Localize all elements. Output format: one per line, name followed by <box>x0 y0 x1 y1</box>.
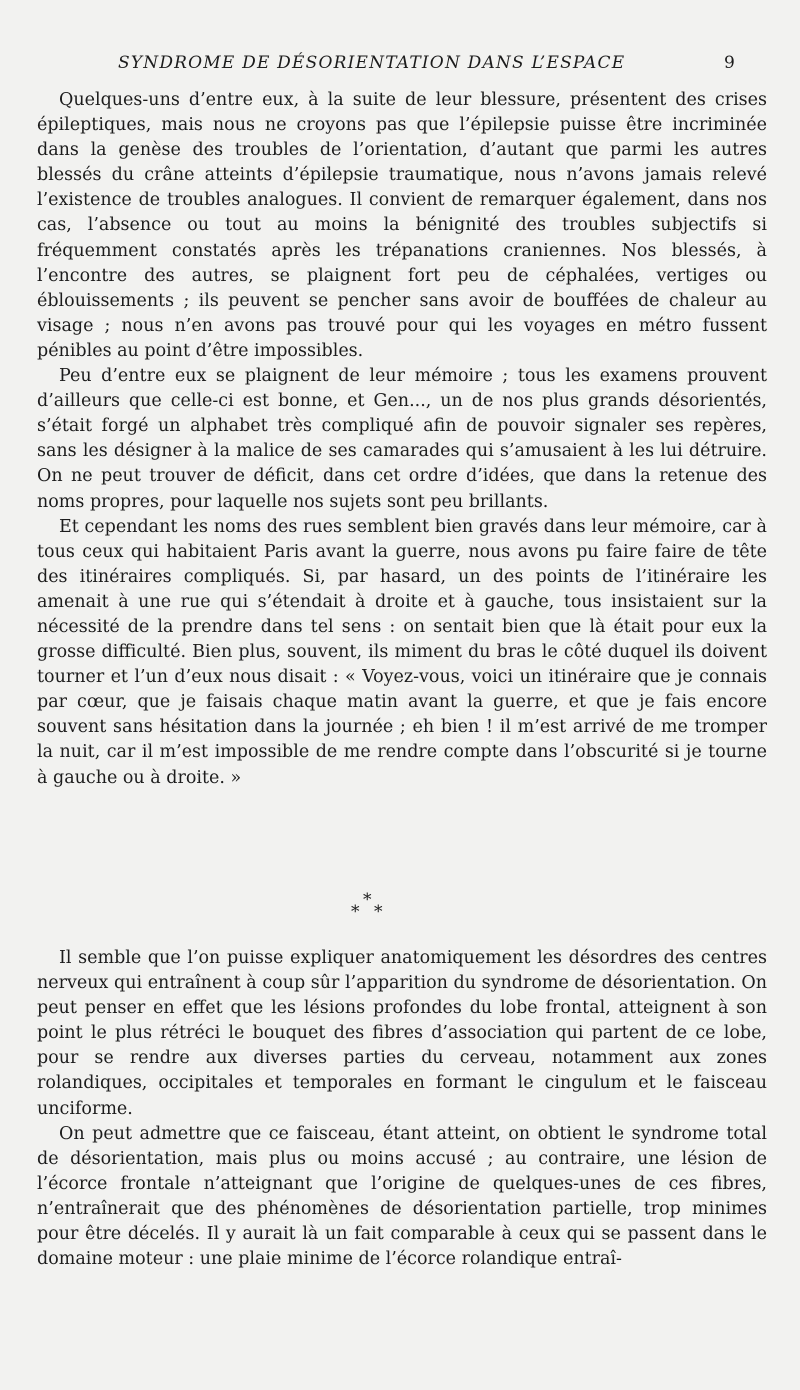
asterisk-icon: * <box>351 902 360 922</box>
section-separator-asterism <box>340 892 400 922</box>
paragraph: On peut admettre que ce faisceau, étant atteint, on obtient le syndrome total de désorientation, mais plus ou moins accusé ; au contraire, une lésion de l’écorce frontale n’atteignant que l’origine de quelques-unes de ces fibres, n’entraînerait que des phénomènes de désorientation partielle, trop minimes pour être décelés. Il y aurait là un fait comparable à ceux qui se passent dans le domaine moteur : une plaie minime de l’écorce rolandique entraî- <box>37 1123 767 1270</box>
paragraph: Et cependant les noms des rues semblent bien gravés dans leur mémoire, car à tous ceux qui habitaient Paris avant la guerre, nous avons pu faire faire de tête des itinéraires compliqués. Si, par hasard, un des points de l’itinéraire les amenait à une rue qui s’étendait à droite et à gauche, tous insistaient sur la nécessité de la prendre dans tel sens : on sentait bien que là était pour eux la grosse difficulté. Bien plus, souvent, ils miment du bras le côté duquel ils doivent tourner et l’un d’eux nous disait : « Voyez-vous, voici un itinéraire que je connais par cœur, que je faisais chaque matin avant la guerre, et que je fais encore souvent sans hésitation dans la journée ; eh bien ! il m’est arrivé de me tromper la nuit, car il m’est impossible de me rendre compte dans l’obscurité si je tourne à gauche ou à droite. » <box>37 516 767 788</box>
paragraph: Peu d’entre eux se plaignent de leur mémoire ; tous les examens prouvent d’ailleurs que celle-ci est bonne, et Gen..., un de nos plus grands désorientés, s’était forgé un alphabet très compliqué afin de pouvoir signaler ses repères, sans les désigner à la malice de ses camarades qui s’amusaient à les lui détruire. On ne peut trouver de déficit, dans cet ordre d’idées, que dans la retenue des noms propres, pour laquelle nos sujets sont peu brillants. <box>37 366 767 512</box>
page-number: 9 <box>724 53 735 73</box>
text-section-2 <box>37 946 767 1272</box>
asterisk-icon: * <box>363 890 372 910</box>
paragraph: Il semble que l’on puisse expliquer anatomiquement les désordres des centres nerveux qui entraînent à coup sûr l’apparition du syndrome de désorientation. On peut penser en effet que les lésions profondes du lobe frontal, atteignent à son point le plus rétréci le bouquet des fibres d’association qui partent de ce lobe, pour se rendre aux diverses parties du cerveau, notamment aux zones rolandiques, occipitales et temporales en formant le cingulum et le faisceau unciforme. <box>37 948 767 1119</box>
asterisk-icon: * <box>374 902 383 922</box>
text-section-1 <box>37 88 767 791</box>
running-title: SYNDROME DE DÉSORIENTATION DANS L’ESPACE <box>118 53 626 73</box>
paragraph: Quelques-uns d’entre eux, à la suite de leur blessure, présentent des crises épileptiques, mais nous ne croyons pas que l’épilepsie puisse être incriminée dans la genèse des troubles de l’orientation, d’autant que parmi les autres blessés du crâne atteints d’épilepsie traumatique, nous n’avons jamais relevé l’existence de troubles analogues. Il convient de remarquer également, dans nos cas, l’absence ou tout au moins la bénignité des troubles subjectifs si fréquemment constatés après les trépanations craniennes. Nos blessés, à l’encontre des autres, se plaignent fort peu de céphalées, vertiges ou éblouissements ; ils peuvent se pencher sans avoir de bouffées de chaleur au visage ; nous n’en avons pas trouvé pour qui les voyages en métro fussent pénibles au point d’être impossibles. <box>37 90 767 361</box>
